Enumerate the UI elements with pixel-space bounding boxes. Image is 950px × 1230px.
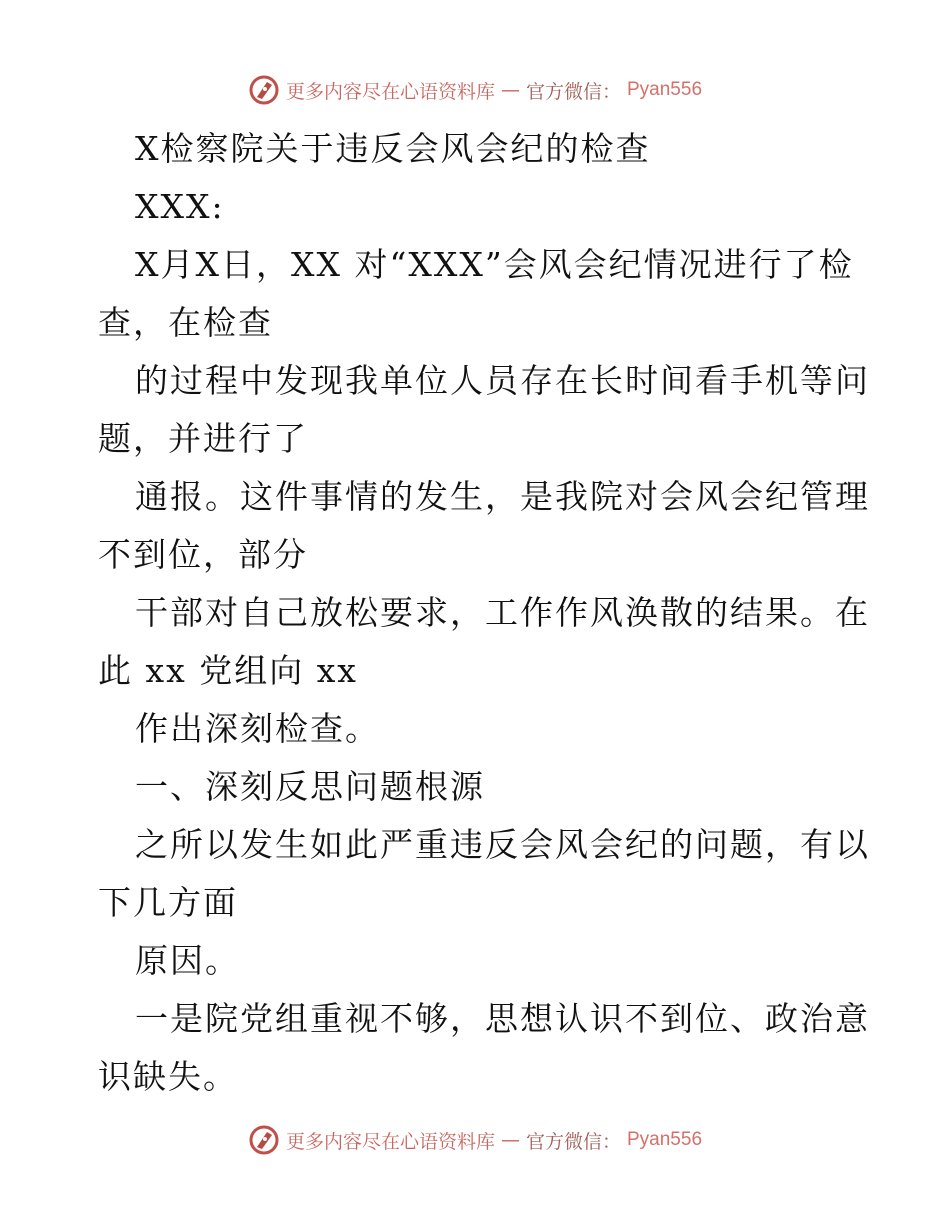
document-body (98, 120, 870, 1106)
watermark-dash: — (500, 1129, 520, 1151)
text-line: X月X日，XX 对“XXX”会风会纪情况进行了检 (135, 245, 854, 284)
watermark-text: 更多内容尽在心语资料库 (285, 1130, 495, 1153)
text-line: 题，并进行了 (98, 419, 308, 458)
text-line: 之所以发生如此严重违反会风会纪的问题，有以 (135, 825, 870, 864)
section-heading: 一、深刻反思问题根源 (135, 767, 485, 806)
text-line: 下几方面 (98, 883, 238, 922)
text-line: 一是院党组重视不够，思想认识不到位、政治意 (135, 999, 870, 1038)
watermark-id: Pyan556 (627, 1129, 703, 1150)
document-title: X检察院关于违反会风会纪的检查 (135, 129, 651, 168)
text-line: 识缺失。 (98, 1057, 238, 1096)
text-line: 通报。这件事情的发生，是我院对会风会纪管理 (135, 477, 870, 516)
watermark-label: 官方微信： (525, 1130, 621, 1153)
text-line: 查，在检查 (98, 303, 273, 342)
pen-nib-circle-icon (248, 1124, 280, 1156)
text-line: 原因。 (135, 941, 240, 980)
addressee: XXX: (135, 187, 225, 226)
text-line: 不到位，部分 (98, 535, 308, 574)
watermark-footer (0, 1120, 950, 1160)
pen-nib-circle-icon (248, 74, 280, 106)
watermark-id: Pyan556 (627, 79, 703, 100)
text-line: 干部对自己放松要求，工作作风涣散的结果。在 (135, 593, 870, 632)
watermark-text: 更多内容尽在心语资料库 (285, 80, 495, 103)
watermark-label: 官方微信： (525, 80, 621, 103)
watermark-dash: — (500, 79, 520, 101)
watermark-header (0, 70, 950, 110)
text-line: 此 xx 党组向 xx (98, 651, 358, 690)
text-line: 作出深刻检查。 (135, 709, 380, 748)
text-line: 的过程中发现我单位人员存在长时间看手机等问 (135, 361, 870, 400)
